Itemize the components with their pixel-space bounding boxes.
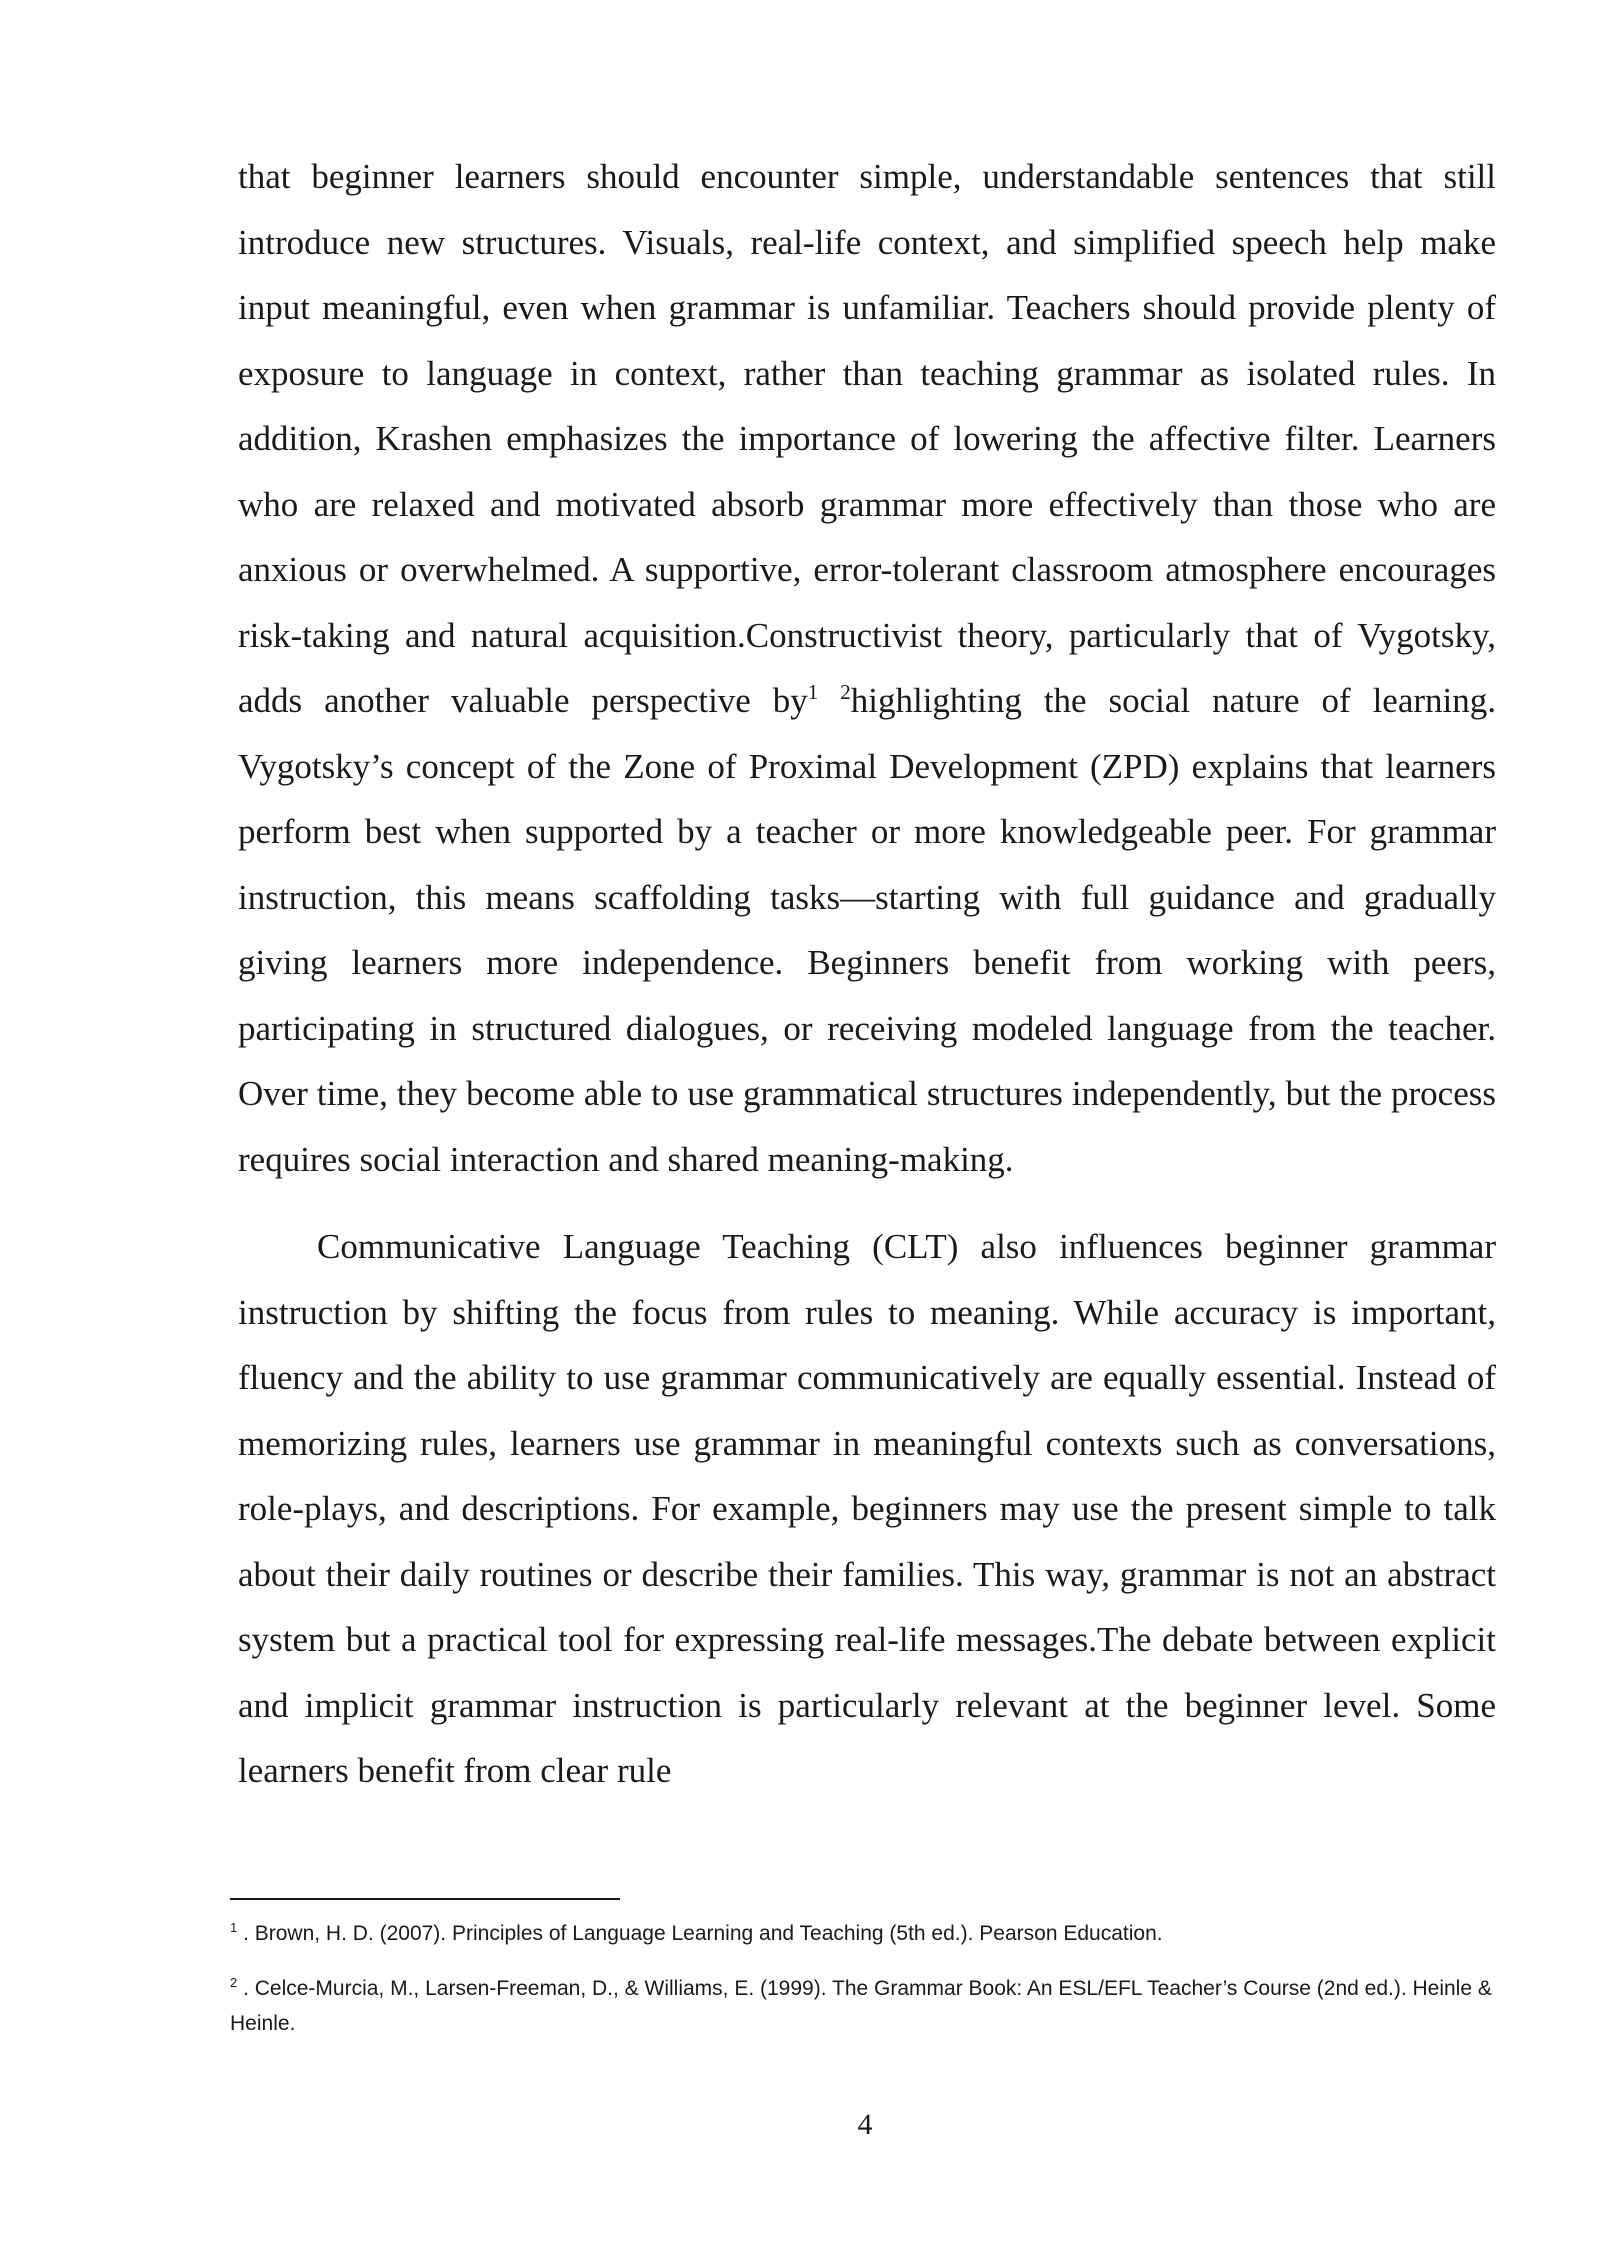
footnote-text-1: . Brown, H. D. (2007). Principles of Language Learning and Teaching (5th ed.). Pearson Education. <box>237 1922 1163 1945</box>
footnotes <box>230 1916 1500 2061</box>
footnote-text-2: . Celce-Murcia, M., Larsen-Freeman, D., & Williams, E. (1999). The Grammar Book: An ESL/EFL Teacher’s Course (2nd ed.). Heinle & Heinle. <box>230 1977 1492 2035</box>
paragraph-1 <box>238 144 1496 1192</box>
footnote-1 <box>230 1916 1500 1951</box>
paragraph-1-text-end: highlighting the social nature of learning. Vygotsky’s concept of the Zone of Proximal Development (ZPD) explains that learners perform best when supported by a teacher or more knowledgeable peer. For grammar instruction, this means scaffolding tasks—starting with full guidance and gradually giving learners more independence. Beginners benefit from working with peers, participating in structured dialogues, or receiving modeled language from the teacher. Over time, they become able to use grammatical structures independently, but the process requires social interaction and shared meaning-making. <box>238 681 1497 1179</box>
footnote-reference-1[interactable]: 1 <box>807 680 819 704</box>
footnote-separator <box>230 1898 620 1900</box>
footnote-2 <box>230 1971 1500 2041</box>
footnote-reference-2[interactable]: 2 <box>840 680 851 704</box>
footnote-number-1: 1 <box>230 1920 238 1935</box>
page-number: 4 <box>857 2108 873 2141</box>
footnote-number-2: 2 <box>230 1975 238 1990</box>
paragraph-1-text-start: that beginner learners should encounter simple, understandable sentences that still introduce new structures. Visuals, real-life context, and simplified speech help make input meaningful, even when grammar is unfamiliar. Teachers should provide plenty of exposure to language in context, rather than teaching grammar as isolated rules. In addition, Krashen emphasizes the importance of lowering the affective filter. Learners who are relaxed and motivated absorb grammar more effectively than those who are anxious or overwhelmed. A supportive, error-tolerant classroom atmosphere encourages risk-taking and natural acquisition.Constructivist theory, particularly that of Vygotsky, adds another valuable perspective by <box>238 157 1496 720</box>
paragraph-2: Communicative Language Teaching (CLT) also influences beginner grammar instruction by shifting the focus from rules to meaning. While accuracy is important, fluency and the ability to use grammar communicatively are equally essential. Instead of memorizing rules, learners use grammar in meaningful contexts such as conversations, role-plays, and descriptions. For example, beginners may use the present simple to talk about their daily routines or describe their families. This way, grammar is not an abstract system but a practical tool for expressing real-life messages.The debate between explicit and implicit grammar instruction is particularly relevant at the beginner level. Some learners benefit from clear rule <box>238 1227 1496 1790</box>
body-text <box>238 144 1496 1804</box>
